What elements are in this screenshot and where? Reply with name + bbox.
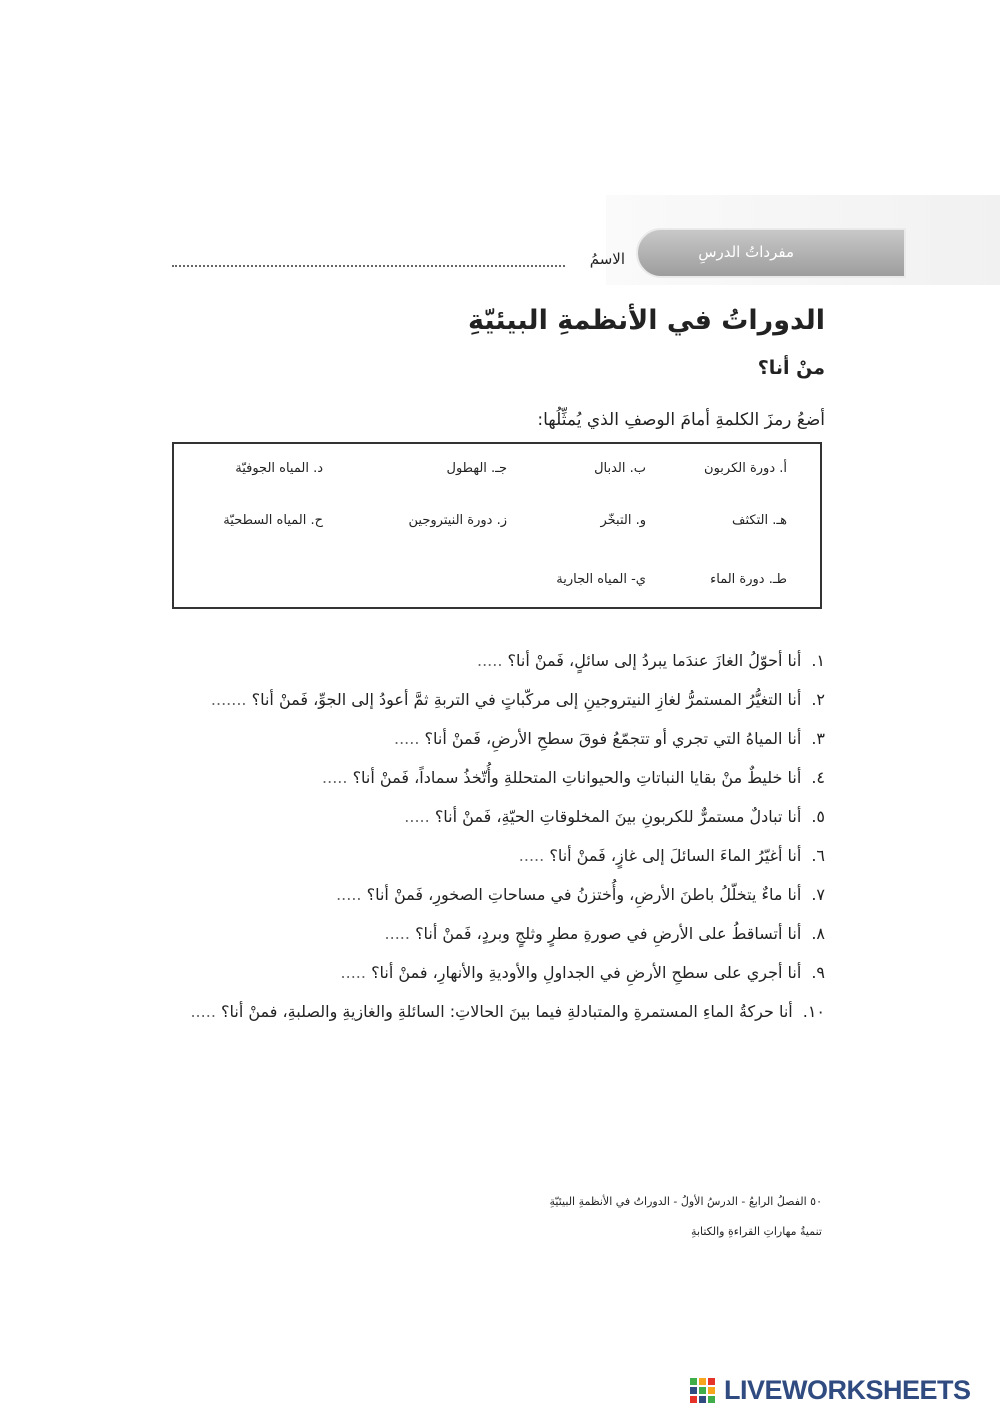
question-item	[190, 1002, 825, 1021]
answer-blank[interactable]: .....	[190, 1002, 216, 1021]
page-title: الدوراتُ في الأنظمةِ البيئيّةِ	[467, 305, 825, 336]
question-text: أنا أغيّرُ الماءَ السائلَ إلى غازٍ، فَمنْ أنا؟	[549, 846, 802, 865]
word-bank-item: ي- المياه الجارية	[556, 572, 646, 587]
word-bank-item: جـ. الهطول	[446, 461, 507, 476]
word-bank-item: هـ. التكثف	[732, 513, 787, 528]
name-label: الاسمُ	[589, 250, 625, 268]
word-bank-item: ز. دورة النيتروجين	[408, 513, 507, 528]
question-text: أنا التغيُّرُ المستمرُّ لغازِ النيتروجينِ إلى مركّباتٍ في التربةِ ثمَّ أعودُ إلى الجوِّ، فَمنْ أنا؟	[251, 690, 802, 709]
word-bank-item: طـ. دورة الماء	[710, 572, 787, 587]
question-text: أنا حركةُ الماءِ المستمرةِ والمتبادلةِ فيما بينَ الحالاتِ: السائلةِ والغازيةِ والصلبةِ، فمنْ أنا؟	[221, 1002, 793, 1021]
answer-blank[interactable]: .....	[518, 846, 545, 865]
lesson-vocabulary-label: مفرداتُ الدرسِ	[698, 243, 794, 261]
word-bank-item: ب. الدبال	[594, 461, 646, 476]
question-text: أنا تبادلٌ مستمرٌّ للكربونِ بينَ المخلوقاتِ الحيّةِ، فَمنْ أنا؟	[434, 807, 802, 826]
instruction-text: أضعُ رمزَ الكلمةِ أمامَ الوصفِ الذي يُمثِّلُها:	[537, 410, 825, 430]
question-number: ٩.	[811, 963, 825, 982]
question-number: ١٠.	[802, 1002, 825, 1021]
word-bank-box	[172, 442, 822, 609]
answer-blank[interactable]: .....	[322, 768, 348, 787]
answer-blank[interactable]: .....	[393, 729, 420, 748]
question-item	[519, 846, 825, 865]
word-bank-item: و. التبخّر	[600, 513, 646, 528]
question-text: أنا أتساقطُ على الأرضِ في صورةِ مطرٍ وثلجٍ وبردٍ، فَمنْ أنا؟	[415, 924, 802, 943]
liveworksheets-watermark	[690, 1375, 990, 1409]
question-item	[385, 924, 825, 943]
liveworksheets-text: LIVEWORKSHEETS	[724, 1375, 971, 1405]
section-subtitle: منْ أنا؟	[757, 357, 825, 379]
lesson-vocabulary-tab	[636, 228, 906, 278]
question-item	[211, 690, 825, 709]
answer-blank[interactable]: .....	[476, 651, 503, 670]
question-number: ٢.	[811, 690, 825, 709]
question-text: أنا خليطٌ منْ بقايا النباتاتِ والحيواناتِ المتحللةِ وأُتّخذُ سماداً، فَمنْ أنا؟	[352, 768, 802, 787]
question-item	[404, 807, 825, 826]
word-bank-item: أ. دورة الكربون	[704, 461, 787, 476]
answer-blank[interactable]: .....	[340, 963, 366, 982]
page-footer: ٥٠ الفصلُ الرابعُ - الدرسُ الأولُ - الدوراتُ في الأنظمةِ البيئيّةِ	[549, 1195, 822, 1208]
question-item	[341, 963, 825, 982]
question-item	[477, 651, 825, 670]
question-text: أنا المياهُ التي تجري أو تتجمّعُ فوقَ سطحِ الأرضِ، فَمنْ أنا؟	[424, 729, 802, 748]
answer-blank[interactable]: .....	[336, 885, 362, 904]
name-field[interactable]	[172, 265, 565, 267]
question-text: أنا أحوّلُ الغازَ عندَما يبردُ إلى سائلٍ، فَمنْ أنا؟	[507, 651, 802, 670]
question-item	[322, 768, 825, 787]
question-number: ٦.	[811, 846, 825, 865]
answer-blank[interactable]: .....	[404, 807, 430, 826]
question-number: ١.	[811, 651, 825, 670]
question-number: ٥.	[811, 807, 825, 826]
word-bank-item: ح. المياه السطحيّة	[223, 513, 323, 528]
liveworksheets-logo-icon	[690, 1378, 718, 1406]
question-number: ٤.	[811, 768, 825, 787]
page-footer-subtitle: تنميةُ مهاراتِ القراءةِ والكتابةِ	[691, 1225, 822, 1238]
question-number: ٨.	[811, 924, 825, 943]
question-item	[394, 729, 825, 748]
answer-blank[interactable]: .......	[210, 690, 247, 709]
question-number: ٣.	[811, 729, 825, 748]
answer-blank[interactable]: .....	[384, 924, 410, 943]
question-number: ٧.	[811, 885, 825, 904]
question-text: أنا أجري على سطحِ الأرضِ في الجداولِ والأوديةِ والأنهارِ، فمنْ أنا؟	[371, 963, 802, 982]
word-bank-item: د. المياه الجوفيّة	[235, 461, 323, 476]
question-text: أنا ماءٌ يتخلّلُ باطنَ الأرضِ، وأُختزنُ في مساحاتِ الصخورِ، فَمنْ أنا؟	[366, 885, 802, 904]
question-item	[336, 885, 825, 904]
